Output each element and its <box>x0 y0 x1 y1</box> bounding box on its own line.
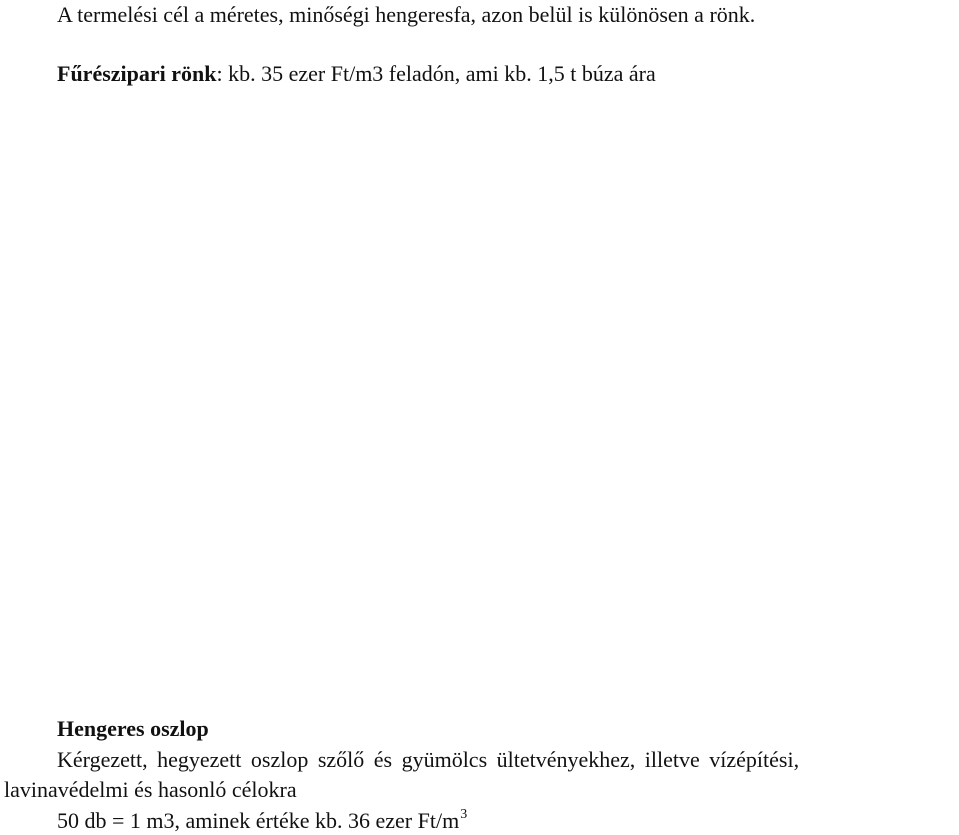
sawmill-log-term: Fűrészipari rönk <box>57 61 217 86</box>
section-paragraph-line-3 <box>57 808 467 834</box>
section-heading: Hengeres oszlop <box>57 716 209 741</box>
sawmill-log-line <box>57 61 656 87</box>
unit-superscript: 3 <box>460 807 468 822</box>
sawmill-log-price-text: : kb. 35 ezer Ft/m3 feladón, ami kb. 1,5 t búza ára <box>216 61 656 86</box>
section-paragraph-line-1: Kérgezett, hegyezett oszlop szőlő és gyümölcs ültetvényekhez, illetve vízépítési, <box>57 747 800 772</box>
intro-text-line: A termelési cél a méretes, minőségi hengeresfa, azon belül is különösen a rönk. <box>57 2 756 27</box>
pole-volume-price-text: 50 db = 1 m3, aminek értéke kb. 36 ezer Ft/m <box>57 808 460 833</box>
section-paragraph-line-2: lavinavédelmi és hasonló célokra <box>4 777 297 802</box>
